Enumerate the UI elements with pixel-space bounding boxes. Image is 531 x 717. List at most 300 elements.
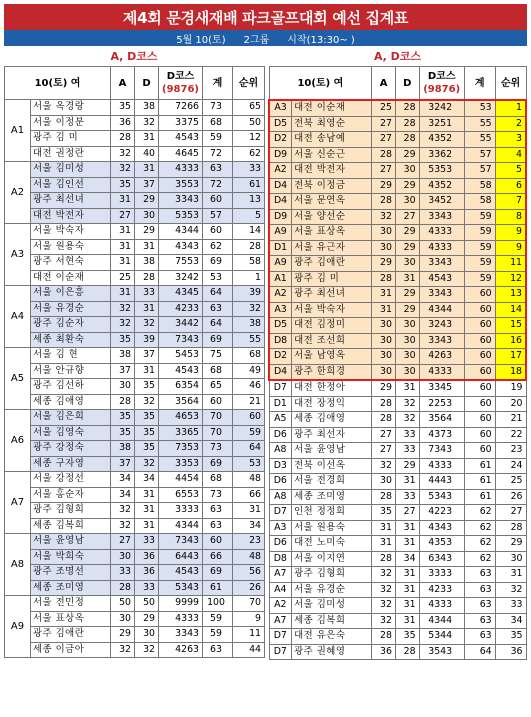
dcourse-holes: 5343: [159, 580, 203, 596]
score-a: 37: [111, 456, 135, 472]
score-total: 64: [464, 644, 495, 660]
score-d: 33: [395, 427, 419, 443]
score-d: 32: [135, 642, 159, 658]
rank: 28: [495, 520, 526, 536]
dcourse-holes: 4333: [159, 611, 203, 627]
header-category: 10(토) 여: [269, 67, 372, 101]
table-row: [5, 596, 265, 612]
score-a: 32: [372, 209, 396, 225]
score-total: 59: [464, 240, 495, 256]
player-name: 광주 강정숙: [31, 441, 111, 457]
header-a: A: [372, 67, 396, 101]
score-a: 30: [111, 611, 135, 627]
player-name: 서울 신순근: [292, 147, 372, 163]
score-d: 34: [395, 551, 419, 567]
rank: 55: [233, 332, 265, 348]
dcourse-holes: 3333: [159, 503, 203, 519]
table-row: [5, 425, 265, 441]
dcourse-holes: 5343: [419, 489, 464, 505]
score-total: 60: [464, 427, 495, 443]
score-d: 29: [395, 287, 419, 303]
score-a: 32: [111, 642, 135, 658]
score-d: 28: [395, 100, 419, 116]
table-row: [5, 100, 265, 116]
rank: 34: [495, 613, 526, 629]
header-total: 계: [464, 67, 495, 101]
player-name: 서울 박숙자: [292, 302, 372, 318]
score-d: 31: [395, 582, 419, 598]
rank: 32: [233, 301, 265, 317]
score-d: 30: [135, 627, 159, 643]
dcourse-holes: 7266: [159, 100, 203, 116]
group-code: D4: [269, 178, 292, 194]
group-code: D7: [269, 505, 292, 521]
score-total: 73: [203, 441, 233, 457]
rank: 64: [233, 441, 265, 457]
rank: 31: [233, 503, 265, 519]
subtitle-bar: [4, 30, 527, 46]
dcourse-holes: 4543: [159, 363, 203, 379]
header-total: 계: [203, 67, 233, 100]
player-name: 광주 김순자: [31, 317, 111, 333]
rank: 70: [233, 596, 265, 612]
score-d: 30: [395, 349, 419, 365]
score-a: 28: [111, 580, 135, 596]
score-a: 28: [372, 194, 396, 210]
player-name: 전북 최영순: [292, 116, 372, 132]
group-code: D8: [269, 333, 292, 349]
score-a: 30: [372, 225, 396, 241]
rank: 3: [495, 132, 526, 148]
score-a: 28: [372, 271, 396, 287]
header-dcourse: D코스 (9876): [419, 67, 464, 101]
player-name: 대전 장정익: [292, 396, 372, 412]
dcourse-holes: 4344: [159, 518, 203, 534]
score-a: 36: [372, 644, 396, 660]
rank: 26: [495, 489, 526, 505]
score-total: 63: [203, 503, 233, 519]
score-d: 32: [135, 115, 159, 131]
table-row: [269, 100, 526, 116]
group-code: A7: [269, 567, 292, 583]
rank: 9: [233, 611, 265, 627]
table-row: [5, 224, 265, 240]
rank: 17: [495, 349, 526, 365]
player-name: 광주 최선자: [292, 427, 372, 443]
group-code: A8: [269, 489, 292, 505]
score-a: 27: [111, 534, 135, 550]
table-row: [5, 363, 265, 379]
player-name: 서울 김미성: [292, 598, 372, 614]
table-row: [269, 116, 526, 132]
score-d: 31: [135, 301, 159, 317]
player-name: 서울 김영숙: [31, 425, 111, 441]
rank: 50: [233, 115, 265, 131]
player-name: 서울 안규향: [31, 363, 111, 379]
table-row: [5, 317, 265, 333]
score-total: 58: [464, 194, 495, 210]
score-a: 35: [372, 505, 396, 521]
rank: 20: [495, 396, 526, 412]
table-row: [269, 567, 526, 583]
dcourse-holes: 2253: [419, 396, 464, 412]
score-total: 63: [203, 642, 233, 658]
table-row: [269, 240, 526, 256]
player-name: 광주 권혜영: [292, 644, 372, 660]
table-row: [269, 644, 526, 660]
dcourse-holes: 3362: [419, 147, 464, 163]
rank: 12: [233, 131, 265, 147]
score-total: 69: [203, 255, 233, 271]
player-name: 대전 한정아: [292, 380, 372, 396]
score-total: 53: [464, 100, 495, 116]
score-a: 38: [111, 348, 135, 364]
score-a: 32: [372, 598, 396, 614]
score-d: 32: [135, 317, 159, 333]
header-d: D: [395, 67, 419, 101]
score-a: 31: [111, 193, 135, 209]
score-d: 33: [135, 286, 159, 302]
player-name: 세종 이금아: [31, 642, 111, 658]
table-row: [5, 239, 265, 255]
score-d: 35: [135, 425, 159, 441]
group-label: A2: [5, 162, 31, 224]
rank: 32: [495, 582, 526, 598]
score-total: 63: [203, 301, 233, 317]
player-name: 서울 김미성: [31, 162, 111, 178]
table-row: [269, 380, 526, 396]
dcourse-holes: 7343: [159, 534, 203, 550]
group-code: D9: [269, 147, 292, 163]
score-total: 59: [464, 209, 495, 225]
score-a: 31: [372, 302, 396, 318]
player-name: 세종 조미영: [31, 580, 111, 596]
dcourse-holes: 4353: [419, 536, 464, 552]
subtitle-date: 5월 10(토): [176, 34, 226, 46]
subtitle-start: 시작(13:30~ ): [287, 34, 355, 46]
rank: 23: [495, 443, 526, 459]
rank: 59: [233, 425, 265, 441]
dcourse-holes: 3251: [419, 116, 464, 132]
score-d: 33: [395, 443, 419, 459]
player-name: 서울 유경순: [31, 301, 111, 317]
player-name: 광주 조명선: [31, 565, 111, 581]
player-name: 광주 최선녀: [292, 287, 372, 303]
player-name: 대전 노미숙: [292, 536, 372, 552]
score-a: 30: [372, 349, 396, 365]
score-a: 31: [372, 520, 396, 536]
score-a: 35: [111, 332, 135, 348]
score-total: 63: [464, 567, 495, 583]
score-total: 64: [203, 317, 233, 333]
rank: 14: [495, 302, 526, 318]
table-row: [269, 364, 526, 380]
group-code: D7: [269, 380, 292, 396]
dcourse-holes: 3343: [159, 193, 203, 209]
group-label: A6: [5, 410, 31, 472]
score-d: 32: [395, 396, 419, 412]
score-a: 27: [111, 208, 135, 224]
table-row: [269, 427, 526, 443]
score-d: 28: [135, 270, 159, 286]
score-total: 63: [464, 582, 495, 598]
dcourse-holes: 4345: [159, 286, 203, 302]
player-name: 서울 이지연: [292, 551, 372, 567]
score-a: 27: [372, 427, 396, 443]
score-a: 25: [372, 100, 396, 116]
table-row: [269, 163, 526, 179]
table-row: [269, 443, 526, 459]
score-total: 60: [464, 287, 495, 303]
dcourse-holes: 3242: [159, 270, 203, 286]
player-name: 전북 이정금: [292, 178, 372, 194]
score-total: 75: [203, 348, 233, 364]
score-total: 100: [203, 596, 233, 612]
player-name: 대전 이순재: [31, 270, 111, 286]
rank: 25: [495, 474, 526, 490]
score-d: 30: [395, 364, 419, 380]
rank: 56: [233, 565, 265, 581]
rank: 21: [233, 394, 265, 410]
rank: 21: [495, 412, 526, 428]
rank: 11: [233, 627, 265, 643]
score-d: 32: [395, 412, 419, 428]
player-name: 인천 정정희: [292, 505, 372, 521]
score-a: 32: [111, 301, 135, 317]
table-row: [5, 580, 265, 596]
score-a: 27: [372, 163, 396, 179]
player-name: 서울 표상옥: [31, 611, 111, 627]
score-d: 31: [395, 380, 419, 396]
dcourse-holes: 5353: [419, 163, 464, 179]
dcourse-holes: 4373: [419, 427, 464, 443]
score-total: 63: [464, 598, 495, 614]
score-total: 68: [203, 115, 233, 131]
group-code: D2: [269, 349, 292, 365]
rank: 39: [233, 286, 265, 302]
table-row: [5, 441, 265, 457]
page-title: 제4회 문경새재배 파크골프대회 예선 집계표: [4, 4, 527, 30]
rank: 1: [495, 100, 526, 116]
table-row: [269, 629, 526, 645]
score-d: 35: [135, 410, 159, 426]
dcourse-holes: 4333: [159, 162, 203, 178]
score-d: 30: [135, 208, 159, 224]
player-name: 광주 김선하: [31, 379, 111, 395]
score-total: 57: [464, 163, 495, 179]
table-row: [269, 489, 526, 505]
dcourse-holes: 4333: [419, 225, 464, 241]
group-score-table: [4, 66, 265, 658]
score-total: 60: [464, 318, 495, 334]
score-total: 57: [464, 147, 495, 163]
player-name: 대전 유은숙: [292, 629, 372, 645]
rank: 35: [495, 629, 526, 645]
score-total: 63: [203, 518, 233, 534]
score-total: 62: [464, 505, 495, 521]
score-d: 31: [135, 162, 159, 178]
rank: 66: [233, 487, 265, 503]
player-name: 광주 김 미: [292, 271, 372, 287]
score-total: 60: [464, 443, 495, 459]
player-name: 세종 구자영: [31, 456, 111, 472]
rank: 49: [233, 363, 265, 379]
dcourse-holes: 6343: [419, 551, 464, 567]
score-total: 69: [203, 456, 233, 472]
table-row: [269, 147, 526, 163]
player-name: 서울 원용숙: [31, 239, 111, 255]
score-a: 32: [111, 146, 135, 162]
score-a: 33: [111, 565, 135, 581]
player-name: 서울 유경순: [292, 582, 372, 598]
table-row: [5, 146, 265, 162]
dcourse-holes: 5344: [419, 629, 464, 645]
player-name: 세종 조미영: [292, 489, 372, 505]
table-row: [269, 287, 526, 303]
rank: 2: [495, 116, 526, 132]
table-row: [269, 582, 526, 598]
header-dcourse: D코스 (9876): [159, 67, 203, 100]
table-row: [5, 410, 265, 426]
score-d: 31: [135, 518, 159, 534]
score-d: 31: [395, 598, 419, 614]
group-label: A1: [5, 100, 31, 162]
group-code: A2: [269, 163, 292, 179]
rank: 36: [495, 644, 526, 660]
score-d: 34: [135, 472, 159, 488]
group-code: A5: [269, 412, 292, 428]
rank: 30: [495, 551, 526, 567]
group-code: D2: [269, 132, 292, 148]
player-name: 서울 남영옥: [292, 349, 372, 365]
score-total: 60: [464, 349, 495, 365]
dcourse-holes: 4352: [419, 178, 464, 194]
player-name: 대전 권정란: [31, 146, 111, 162]
dcourse-holes: 3452: [419, 194, 464, 210]
table-row: [5, 286, 265, 302]
score-total: 55: [464, 116, 495, 132]
dcourse-holes: 4543: [419, 271, 464, 287]
dcourse-holes: 3564: [159, 394, 203, 410]
score-total: 60: [464, 333, 495, 349]
dcourse-holes: 4344: [419, 302, 464, 318]
dcourse-holes: 4333: [419, 458, 464, 474]
table-row: [269, 256, 526, 272]
player-name: 서울 홍순자: [31, 487, 111, 503]
score-a: 50: [111, 596, 135, 612]
table-row: [269, 613, 526, 629]
dcourse-holes: 5353: [159, 208, 203, 224]
score-a: 31: [111, 239, 135, 255]
table-row: [5, 348, 265, 364]
score-a: 37: [111, 363, 135, 379]
score-d: 37: [135, 177, 159, 193]
rank: 65: [233, 100, 265, 116]
score-total: 59: [203, 611, 233, 627]
score-total: 60: [464, 412, 495, 428]
score-total: 70: [203, 425, 233, 441]
player-name: 서울 전경희: [292, 474, 372, 490]
dcourse-holes: 3442: [159, 317, 203, 333]
group-code: D3: [269, 458, 292, 474]
header-rank: 순위: [495, 67, 526, 101]
rank: 34: [233, 518, 265, 534]
score-a: 32: [372, 582, 396, 598]
rank: 11: [495, 256, 526, 272]
score-a: 27: [372, 132, 396, 148]
score-total: 64: [203, 286, 233, 302]
score-total: 70: [203, 410, 233, 426]
player-name: 대전 박전자: [292, 163, 372, 179]
score-d: 35: [395, 629, 419, 645]
dcourse-holes: 6443: [159, 549, 203, 565]
player-name: 광주 한희경: [292, 364, 372, 380]
score-a: 32: [111, 518, 135, 534]
group-code: D5: [269, 318, 292, 334]
player-name: 광주 서현숙: [31, 255, 111, 271]
dcourse-holes: 9999: [159, 596, 203, 612]
player-name: 광주 김형희: [31, 503, 111, 519]
group-code: D7: [269, 644, 292, 660]
score-a: 31: [111, 255, 135, 271]
score-a: 28: [372, 629, 396, 645]
rank: 9: [495, 225, 526, 241]
table-row: [269, 474, 526, 490]
score-total: 57: [203, 208, 233, 224]
score-d: 30: [395, 318, 419, 334]
table-row: [269, 132, 526, 148]
score-total: 53: [203, 270, 233, 286]
group-code: D6: [269, 474, 292, 490]
dcourse-holes: 4343: [419, 520, 464, 536]
score-d: 31: [395, 536, 419, 552]
table-row: [5, 379, 265, 395]
score-d: 31: [135, 131, 159, 147]
score-total: 65: [203, 379, 233, 395]
score-d: 29: [395, 225, 419, 241]
table-row: [269, 302, 526, 318]
player-name: 대전 김정미: [292, 318, 372, 334]
table-row: [269, 178, 526, 194]
rank: 12: [495, 271, 526, 287]
player-name: 대전 조선희: [292, 333, 372, 349]
score-d: 36: [135, 565, 159, 581]
score-d: 29: [135, 224, 159, 240]
score-a: 35: [111, 425, 135, 441]
table-row: [5, 456, 265, 472]
rank: 27: [495, 505, 526, 521]
dcourse-holes: 3345: [419, 380, 464, 396]
score-total: 60: [464, 380, 495, 396]
dcourse-holes: 4263: [159, 642, 203, 658]
score-total: 61: [464, 458, 495, 474]
table-row: [5, 611, 265, 627]
score-d: 33: [135, 534, 159, 550]
dcourse-holes: 4333: [419, 598, 464, 614]
score-total: 60: [203, 224, 233, 240]
rank: 26: [233, 580, 265, 596]
group-code: D7: [269, 629, 292, 645]
score-a: 28: [372, 489, 396, 505]
score-total: 73: [203, 487, 233, 503]
player-name: 대전 송남예: [292, 132, 372, 148]
score-a: 30: [372, 474, 396, 490]
dcourse-holes: 3243: [419, 318, 464, 334]
score-total: 60: [464, 396, 495, 412]
dcourse-holes: 4352: [419, 132, 464, 148]
score-a: 36: [111, 115, 135, 131]
player-name: 서울 윤영남: [292, 443, 372, 459]
